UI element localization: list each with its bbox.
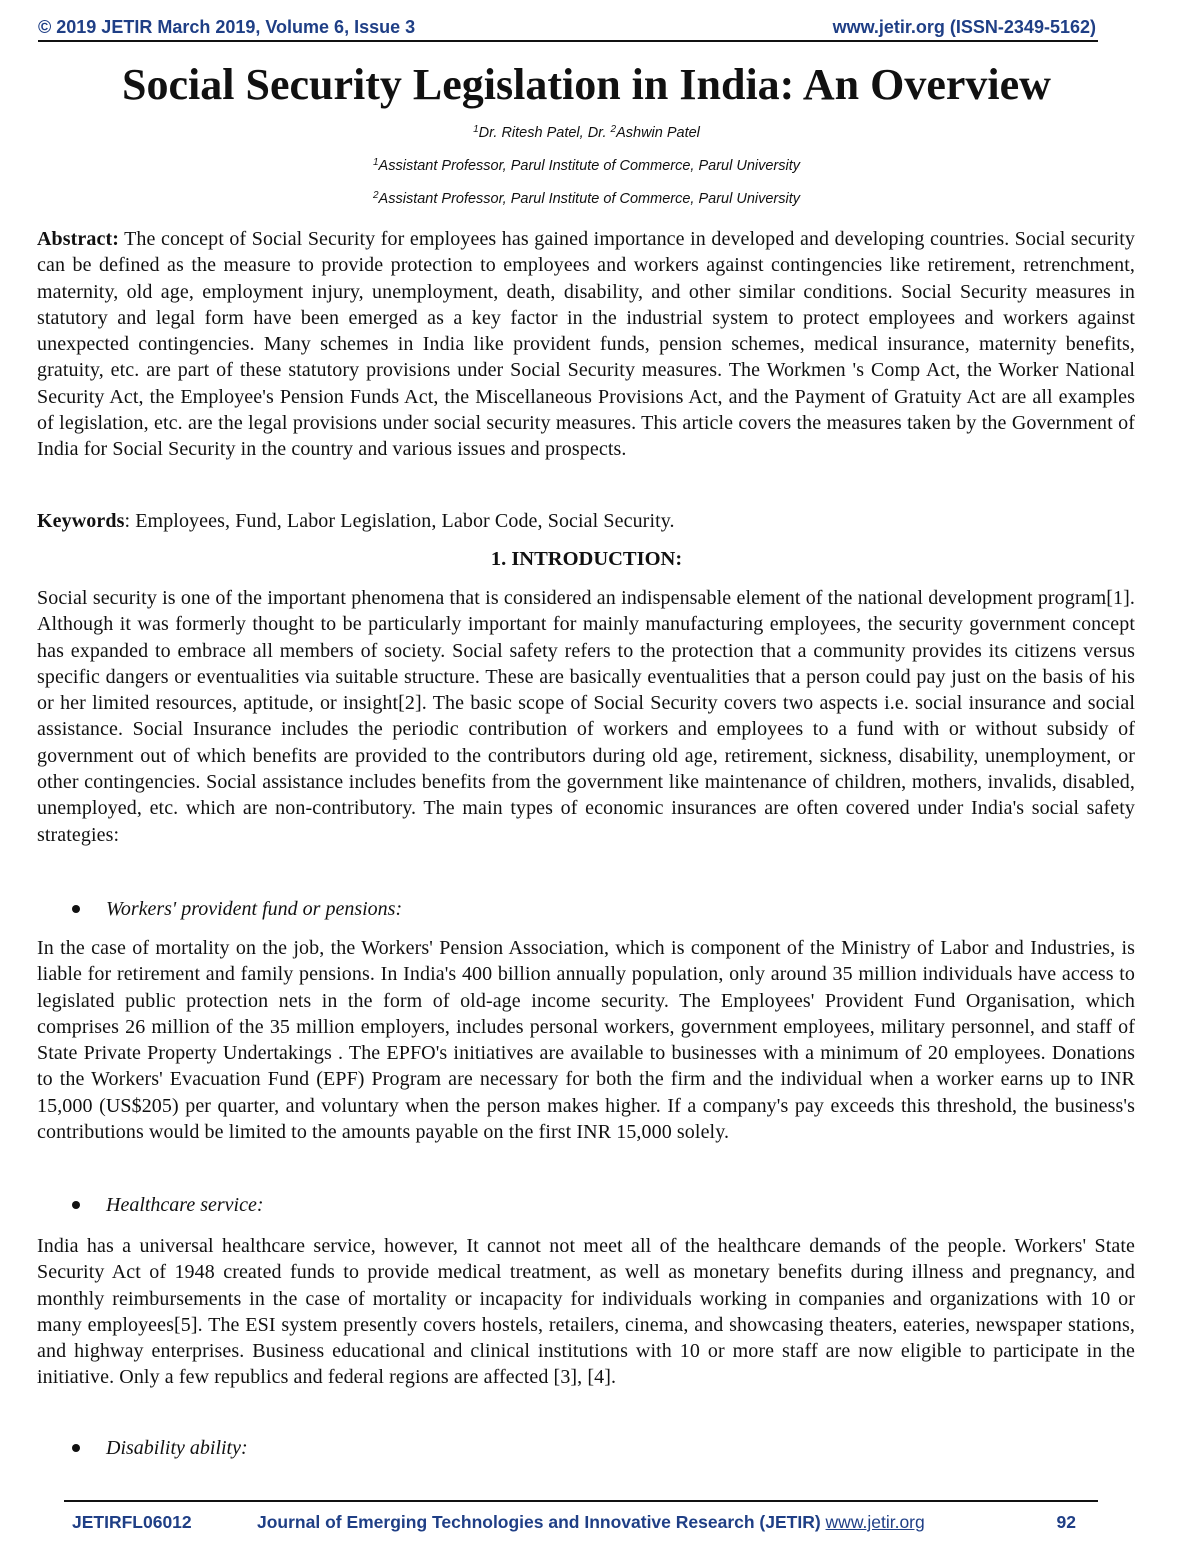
bullet-dot-icon: [72, 1444, 80, 1452]
author-line: [38, 123, 1135, 143]
affiliation-2: [38, 189, 1135, 209]
bullet-disability: [72, 1435, 1072, 1461]
abstract-paragraph: [37, 226, 1135, 463]
paper-title: Social Security Legislation in India: An Overview: [122, 60, 1051, 109]
header-citation: © 2019 JETIR March 2019, Volume 6, Issue 3: [38, 16, 416, 37]
running-footer: [64, 1509, 1098, 1535]
affiliation-1-marker: 1: [372, 157, 379, 168]
footer-journal: [257, 1509, 925, 1535]
affiliation-1: [38, 156, 1135, 176]
bullet-healthcare: [72, 1192, 1072, 1218]
running-header: [38, 14, 1096, 40]
footer-journal-name: Journal of Emerging Technologies and Innovative Research (JETIR): [257, 1512, 826, 1532]
footer-paper-id: JETIRFL06012: [72, 1512, 192, 1532]
author-1-marker: 1: [473, 124, 479, 135]
keywords-label: Keywords: [37, 510, 125, 532]
keywords-line: [37, 508, 1135, 534]
bullet-provident-fund: [72, 896, 1072, 922]
bullet-disability-label: Disability ability:: [106, 1437, 248, 1459]
healthcare-paragraph: India has a universal healthcare service, however, It cannot not meet all of the healthcare demands of the people. Workers' State Security Act of 1948 created funds to provide medical treatment, as well as monetary benefits during illness and pregnancy, and monthly reimbursements in the case of mortality or incapacity for individuals working in companies and organizations with 10 or many employees[5]. The ESI system presently covers hostels, retailers, cinema, and showcasing theaters, eateries, newspaper stations, and highway enterprises. Business educational and clinical institutions with 10 or more staff are now eligible to participate in the initiative. Only a few republics and federal regions are affected [3], [4].: [37, 1235, 1135, 1389]
bullet-dot-icon: [72, 1201, 80, 1209]
bullet-healthcare-label: Healthcare service:: [106, 1194, 264, 1216]
affiliation-2-marker: 2: [372, 190, 379, 201]
bullet-dot-icon: [72, 905, 80, 913]
author-2-marker: 2: [610, 124, 617, 135]
affiliation-1-text: Assistant Professor, Parul Institute of Commerce, Parul University: [378, 158, 801, 174]
header-website-issn: www.jetir.org (ISSN-2349-5162): [832, 16, 1096, 37]
provident-fund-paragraph: In the case of mortality on the job, the Workers' Pension Association, which is component of the Ministry of Labor and Industries, is liable for retirement and family pensions. In India's 400 billion annually population, only around 35 million individuals have access to legislated public protection nets in the form of old-age income security. The Employees' Provident Fund Organisation, which comprises 26 million of the 35 million employers, includes personal workers, government employees, military personnel, and staff of State Private Property Undertakings . The EPFO's initiatives are available to businesses with a minimum of 20 employees. Donations to the Workers' Evacuation Fund (EPF) Program are necessary for both the firm and the individual when a worker earns up to INR 15,000 (US$205) per quarter, and voluntary when the person makes higher. If a company's pay exceeds this threshold, the business's contributions would be limited to the amounts payable on the first INR 15,000 solely.: [37, 937, 1135, 1144]
author-1-name: Dr. Ritesh Patel, Dr.: [478, 125, 611, 141]
section-heading-introduction: 1. INTRODUCTION:: [490, 548, 683, 570]
keywords-text: : Employees, Fund, Labor Legislation, Labor Code, Social Security.: [124, 510, 675, 532]
header-rule: [38, 40, 1098, 42]
introduction-paragraph: Social security is one of the important phenomena that is considered an indispensable element of the national development program[1]. Although it was formerly thought to be particularly important for mainly manufacturing employees, the security government concept has expanded to embrace all members of society. Social safety refers to the protection that a community provides its citizens versus specific dangers or eventualities via suitable structure. These are basically eventualities that a person could pay just on the basis of his or her limited resources, aptitude, or insight[2]. The basic scope of Social Security covers two aspects i.e. social insurance and social assistance. Social Insurance includes the periodic contribution of workers and employees to a fund with or without subsidy of government out of which benefits are provided to the contributors during old age, retirement, sickness, disability, unemployment, or other contingencies. Social assistance includes benefits from the government like maintenance of children, mothers, invalids, disabled, unemployed, etc. which are non-contributory. The main types of economic insurances are often covered under India's social safety strategies:: [37, 587, 1135, 846]
abstract-label: Abstract:: [37, 228, 119, 250]
author-2-name: Ashwin Patel: [616, 125, 700, 141]
footer-website-link[interactable]: www.jetir.org: [825, 1512, 925, 1532]
footer-rule: [64, 1500, 1098, 1502]
page-number: 92: [1056, 1512, 1076, 1532]
affiliation-2-text: Assistant Professor, Parul Institute of Commerce, Parul University: [378, 191, 801, 207]
abstract-text: The concept of Social Security for employees has gained importance in developed and developing countries. Social security can be defined as the measure to provide protection to employees and workers against contingencies like retirement, retrenchment, maternity, old age, employment injury, unemployment, death, disability, and other similar conditions. Social Security measures in statutory and legal form have been emerged as a key factor in the industrial system to protect employees and workers against unexpected contingencies. Many schemes in India like provident funds, pension schemes, medical insurance, maternity benefits, gratuity, etc. are part of these statutory provisions under Social Security measures. The Workmen 's Comp Act, the Worker National Security Act, the Employee's Pension Funds Act, the Miscellaneous Provisions Act, and the Payment of Gratuity Act are all examples of legislation, etc. are the legal provisions under social security measures. This article covers the measures taken by the Government of India for Social Security in the country and various issues and prospects.: [37, 228, 1135, 461]
bullet-provident-fund-label: Workers' provident fund or pensions:: [106, 898, 403, 920]
